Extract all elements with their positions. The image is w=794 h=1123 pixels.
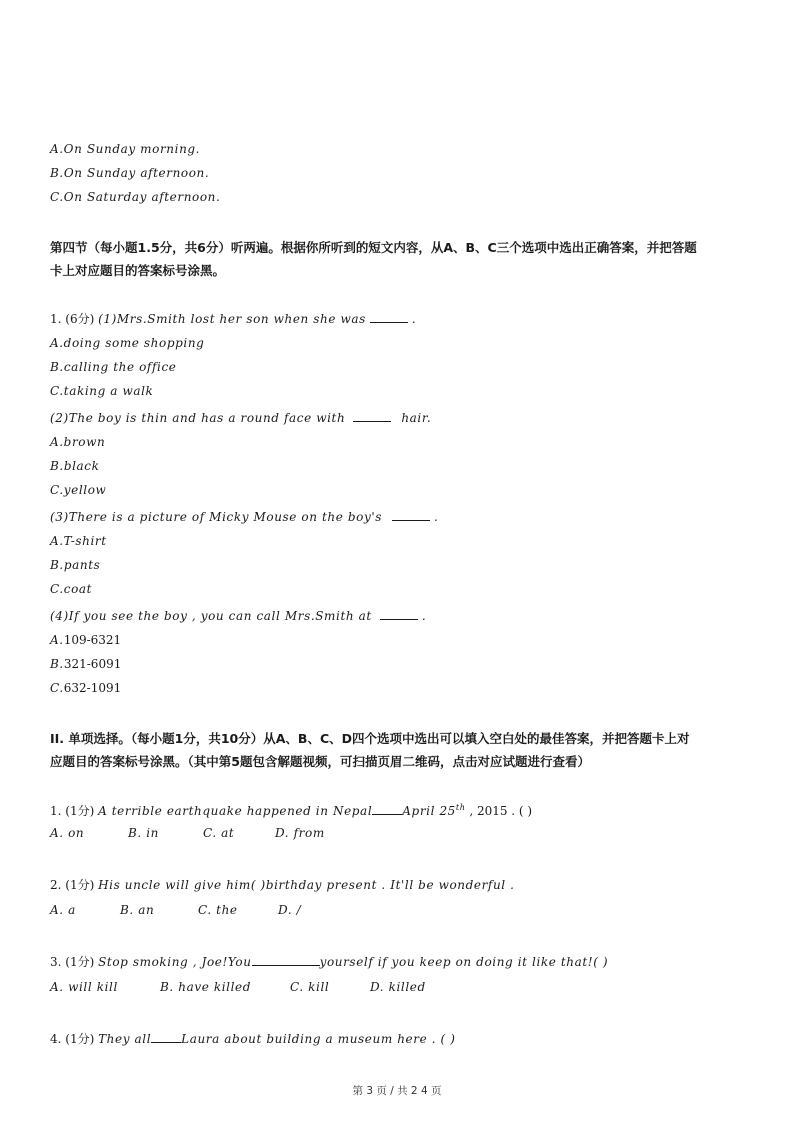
- q1-prefix: 1. (6分): [50, 312, 99, 326]
- q1-part3-stem-text: (3)There is a picture of Micky Mouse on the boy's: [50, 510, 382, 524]
- q1-part3-option-b: B.pants: [50, 558, 101, 572]
- q1-part1-stem: [50, 311, 416, 327]
- answer-blank: [380, 608, 418, 620]
- q1-part4-option-c: [50, 680, 121, 696]
- mcq1-stem-tail: , 2015 . ( ): [465, 804, 533, 818]
- q1-part3-option-a: A.T-shirt: [50, 534, 107, 548]
- mcq4-stem: [50, 1031, 456, 1047]
- q1-part3-stem: [50, 509, 438, 525]
- q1-part4-stem-text: (4)If you see the boy , you can call Mrs.Smith at: [50, 609, 372, 623]
- prev-option-b: B.On Sunday afternoon.: [50, 166, 210, 180]
- option-letter: A.: [50, 633, 64, 647]
- q1-part2-stem-text: (2)The boy is thin and has a round face with: [50, 411, 346, 425]
- q1-part4-stem-end: .: [421, 609, 427, 623]
- mcq3-stem-end: yourself if you keep on doing it like that!( ): [319, 955, 609, 969]
- q1-part2-stem-end: hair.: [401, 411, 432, 425]
- answer-blank: [372, 803, 402, 815]
- answer-blank: [353, 410, 391, 422]
- mcq1-option-b: B. in: [128, 826, 160, 840]
- q1-part2-option-c: C.yellow: [50, 483, 107, 497]
- section2-heading: [50, 727, 750, 773]
- q1-part2-option-a: A.brown: [50, 435, 106, 449]
- mcq2-stem: [50, 877, 515, 893]
- mcq1-stem: [50, 800, 532, 819]
- answer-blank: [252, 954, 320, 966]
- mcq4-number: 4. (1分): [50, 1032, 99, 1046]
- section4-heading-line2: 卡上对应题目的答案标号涂黑。: [50, 263, 226, 278]
- mcq1-option-c: C. at: [203, 826, 235, 840]
- mcq2-option-c: C. the: [198, 903, 238, 917]
- mcq4-stem-end: Laura about building a museum here . ( ): [181, 1032, 456, 1046]
- mcq2-number: 2. (1分): [50, 878, 99, 892]
- mcq2-option-a: A. a: [50, 903, 76, 917]
- page-number: 第 3 页 / 共 2 4 页: [352, 1085, 442, 1097]
- q1-part4-option-b: [50, 656, 121, 672]
- q1-part3-stem-end: .: [434, 510, 439, 524]
- q1-part1-option-b: B.calling the office: [50, 360, 177, 374]
- q1-part1-option-c: C.taking a walk: [50, 384, 154, 398]
- q1-part3-option-c: C.coat: [50, 582, 93, 596]
- mcq1-option-d: D. from: [275, 826, 325, 840]
- option-number: 109-6321: [63, 633, 122, 647]
- mcq1-stem-date: April 25: [402, 804, 456, 818]
- option-number: 321-6091: [63, 657, 122, 671]
- section4-heading-line1: 第四节（每小题1.5分，共6分）听两遍。根据你所听到的短文内容，从A、B、C三个选项中选出正确答案，并把答题: [50, 240, 697, 255]
- answer-blank: [370, 311, 408, 323]
- answer-blank: [151, 1031, 181, 1043]
- mcq2-option-d: D. /: [278, 903, 302, 917]
- section4-heading: [50, 236, 750, 282]
- mcq3-option-a: A. will kill: [50, 980, 118, 994]
- section2-heading-line1: II. 单项选择。（每小题1分，共10分）从A、B、C、D四个选项中选出可以填入空白处的最佳答案，并把答题卡上对: [50, 731, 690, 746]
- mcq1-option-a: A. on: [50, 826, 85, 840]
- mcq3-stem-text: Stop smoking , Joe!You: [98, 955, 252, 969]
- mcq1-superscript: th: [455, 803, 466, 812]
- prev-option-a: A.On Sunday morning.: [50, 142, 201, 156]
- mcq3-option-c: C. kill: [290, 980, 330, 994]
- q1-part2-option-b: B.black: [50, 459, 100, 473]
- q1-part4-option-a: [50, 632, 121, 648]
- mcq4-stem-text: They all: [98, 1032, 152, 1046]
- q1-part4-stem: [50, 608, 426, 624]
- mcq1-stem-text: A terrible earthquake happened in Nepal: [98, 804, 373, 818]
- q1-part2-stem: [50, 410, 431, 426]
- q1-part1-stem-text: (1)Mrs.Smith lost her son when she was: [98, 312, 366, 326]
- mcq2-stem-text: His uncle will give him( )birthday present . It'll be wonderful .: [98, 878, 515, 892]
- mcq3-number: 3. (1分): [50, 955, 99, 969]
- mcq2-option-b: B. an: [120, 903, 155, 917]
- option-letter: B.: [50, 657, 64, 671]
- mcq1-number: 1. (1分): [50, 804, 99, 818]
- q1-part1-option-a: A.doing some shopping: [50, 336, 205, 350]
- prev-option-c: C.On Saturday afternoon.: [50, 190, 221, 204]
- mcq3-option-d: D. killed: [370, 980, 426, 994]
- q1-part1-stem-end: .: [411, 312, 417, 326]
- mcq3-stem: [50, 954, 608, 970]
- option-letter: C.: [50, 681, 64, 695]
- mcq3-option-b: B. have killed: [160, 980, 251, 994]
- option-number: 632-1091: [63, 681, 122, 695]
- answer-blank: [392, 509, 430, 521]
- section2-heading-line2: 应题目的答案标号涂黑。（其中第5题包含解题视频，可扫描页眉二维码，点击对应试题进行查看）: [50, 754, 590, 769]
